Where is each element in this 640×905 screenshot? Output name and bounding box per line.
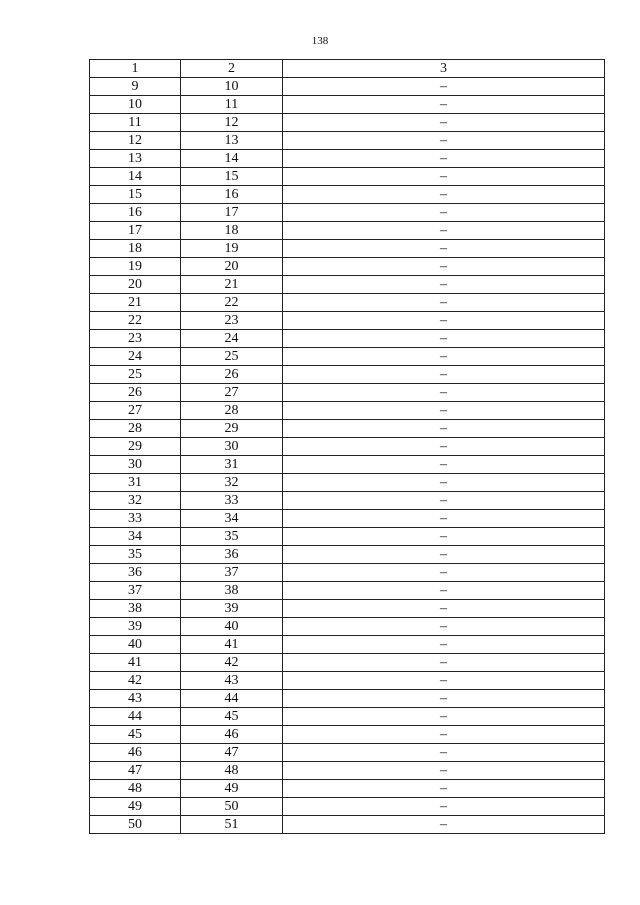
table-cell-col-2: 33 xyxy=(181,492,283,510)
table-cell-col-3: – xyxy=(283,384,605,402)
table-cell-col-3: – xyxy=(283,636,605,654)
table-row xyxy=(90,294,605,312)
table-cell-col-2: 46 xyxy=(181,726,283,744)
table-cell-col-3: – xyxy=(283,654,605,672)
table-row xyxy=(90,690,605,708)
table-cell-col-1: 18 xyxy=(90,240,181,258)
table-cell-col-2: 14 xyxy=(181,150,283,168)
table-cell-col-2: 12 xyxy=(181,114,283,132)
table-row xyxy=(90,438,605,456)
table-cell-col-3: – xyxy=(283,150,605,168)
table-cell-col-2: 45 xyxy=(181,708,283,726)
table-cell-col-3: – xyxy=(283,312,605,330)
table-cell-col-3: – xyxy=(283,96,605,114)
table-cell-col-2: 18 xyxy=(181,222,283,240)
table-row xyxy=(90,132,605,150)
table-row xyxy=(90,366,605,384)
table-cell-col-1: 26 xyxy=(90,384,181,402)
table-cell-col-2: 13 xyxy=(181,132,283,150)
table-cell-col-3: – xyxy=(283,546,605,564)
table-cell-col-3: – xyxy=(283,132,605,150)
table-cell-col-3: – xyxy=(283,294,605,312)
table-row xyxy=(90,186,605,204)
table-cell-col-1: 17 xyxy=(90,222,181,240)
table-cell-col-2: 44 xyxy=(181,690,283,708)
table-cell-col-3: – xyxy=(283,618,605,636)
table-cell-col-1: 28 xyxy=(90,420,181,438)
table-cell-col-1: 36 xyxy=(90,564,181,582)
table-cell-col-1: 27 xyxy=(90,402,181,420)
table-cell-col-2: 15 xyxy=(181,168,283,186)
table-cell-col-3: – xyxy=(283,330,605,348)
table-cell-col-2: 21 xyxy=(181,276,283,294)
table-row xyxy=(90,330,605,348)
table-row xyxy=(90,582,605,600)
table-row xyxy=(90,492,605,510)
table-cell-col-2: 22 xyxy=(181,294,283,312)
table-row xyxy=(90,654,605,672)
table-row xyxy=(90,420,605,438)
table-cell-col-3: – xyxy=(283,474,605,492)
table-cell-col-3: – xyxy=(283,366,605,384)
table-cell-col-1: 24 xyxy=(90,348,181,366)
table-cell-col-2: 28 xyxy=(181,402,283,420)
table-cell-col-2: 11 xyxy=(181,96,283,114)
table-cell-col-1: 20 xyxy=(90,276,181,294)
table-cell-col-1: 23 xyxy=(90,330,181,348)
table-cell-col-1: 37 xyxy=(90,582,181,600)
table-cell-col-1: 39 xyxy=(90,618,181,636)
table-row xyxy=(90,600,605,618)
table-cell-col-2: 50 xyxy=(181,798,283,816)
table-cell-col-1: 32 xyxy=(90,492,181,510)
table-cell-col-2: 38 xyxy=(181,582,283,600)
table-row xyxy=(90,708,605,726)
table-cell-col-3: – xyxy=(283,690,605,708)
table-cell-col-3: – xyxy=(283,186,605,204)
table-cell-col-2: 19 xyxy=(181,240,283,258)
table-cell-col-1: 9 xyxy=(90,78,181,96)
table-cell-col-2: 24 xyxy=(181,330,283,348)
table-cell-col-2: 16 xyxy=(181,186,283,204)
table-body xyxy=(90,78,605,834)
table-cell-col-3: – xyxy=(283,438,605,456)
table-cell-col-3: – xyxy=(283,798,605,816)
table-cell-col-3: – xyxy=(283,492,605,510)
table-row xyxy=(90,258,605,276)
table-cell-col-3: – xyxy=(283,744,605,762)
table-cell-col-1: 14 xyxy=(90,168,181,186)
table-cell-col-1: 16 xyxy=(90,204,181,222)
table-row xyxy=(90,762,605,780)
table-cell-col-3: – xyxy=(283,240,605,258)
table-cell-col-3: – xyxy=(283,78,605,96)
table-cell-col-2: 30 xyxy=(181,438,283,456)
table-cell-col-2: 34 xyxy=(181,510,283,528)
table-cell-col-2: 27 xyxy=(181,384,283,402)
table-row xyxy=(90,618,605,636)
table-cell-col-3: – xyxy=(283,222,605,240)
table-cell-col-3: – xyxy=(283,456,605,474)
table-cell-col-3: – xyxy=(283,816,605,834)
data-table xyxy=(89,59,605,834)
column-header-2: 2 xyxy=(181,60,283,78)
table-row xyxy=(90,636,605,654)
table-cell-col-2: 39 xyxy=(181,600,283,618)
page-number: 138 xyxy=(311,35,329,47)
table-cell-col-1: 49 xyxy=(90,798,181,816)
table-row xyxy=(90,204,605,222)
table-cell-col-2: 43 xyxy=(181,672,283,690)
table-cell-col-2: 40 xyxy=(181,618,283,636)
table-cell-col-1: 34 xyxy=(90,528,181,546)
table-cell-col-1: 35 xyxy=(90,546,181,564)
table-cell-col-3: – xyxy=(283,762,605,780)
table-cell-col-1: 15 xyxy=(90,186,181,204)
table-cell-col-1: 45 xyxy=(90,726,181,744)
table-row xyxy=(90,528,605,546)
table-cell-col-1: 25 xyxy=(90,366,181,384)
table-cell-col-3: – xyxy=(283,510,605,528)
table-cell-col-3: – xyxy=(283,348,605,366)
table-cell-col-1: 48 xyxy=(90,780,181,798)
table-row xyxy=(90,240,605,258)
table-row xyxy=(90,312,605,330)
table-cell-col-2: 48 xyxy=(181,762,283,780)
table-row xyxy=(90,348,605,366)
table-cell-col-2: 35 xyxy=(181,528,283,546)
table-cell-col-2: 37 xyxy=(181,564,283,582)
table-cell-col-3: – xyxy=(283,258,605,276)
table-cell-col-1: 11 xyxy=(90,114,181,132)
table-row xyxy=(90,456,605,474)
table-cell-col-1: 19 xyxy=(90,258,181,276)
table-row xyxy=(90,384,605,402)
table-row xyxy=(90,222,605,240)
table-cell-col-1: 10 xyxy=(90,96,181,114)
table-cell-col-3: – xyxy=(283,780,605,798)
table-cell-col-2: 47 xyxy=(181,744,283,762)
table-row xyxy=(90,672,605,690)
table-cell-col-3: – xyxy=(283,564,605,582)
table-cell-col-2: 36 xyxy=(181,546,283,564)
table-cell-col-3: – xyxy=(283,672,605,690)
table-row xyxy=(90,114,605,132)
table-cell-col-3: – xyxy=(283,114,605,132)
column-header-3: 3 xyxy=(283,60,605,78)
table-cell-col-3: – xyxy=(283,276,605,294)
table-cell-col-3: – xyxy=(283,528,605,546)
table-cell-col-1: 22 xyxy=(90,312,181,330)
table-row xyxy=(90,168,605,186)
table-row xyxy=(90,744,605,762)
table-cell-col-1: 40 xyxy=(90,636,181,654)
table-cell-col-2: 29 xyxy=(181,420,283,438)
table-cell-col-2: 32 xyxy=(181,474,283,492)
table-row xyxy=(90,78,605,96)
table-cell-col-1: 41 xyxy=(90,654,181,672)
header-row xyxy=(90,60,605,78)
table-cell-col-1: 13 xyxy=(90,150,181,168)
table-cell-col-1: 33 xyxy=(90,510,181,528)
table-row xyxy=(90,96,605,114)
table-row xyxy=(90,402,605,420)
table-cell-col-1: 31 xyxy=(90,474,181,492)
table-row xyxy=(90,276,605,294)
table-cell-col-2: 17 xyxy=(181,204,283,222)
table-cell-col-2: 20 xyxy=(181,258,283,276)
table-cell-col-1: 42 xyxy=(90,672,181,690)
table-row xyxy=(90,816,605,834)
table-cell-col-3: – xyxy=(283,600,605,618)
table-cell-col-3: – xyxy=(283,402,605,420)
table-cell-col-2: 10 xyxy=(181,78,283,96)
column-header-1: 1 xyxy=(90,60,181,78)
table-cell-col-1: 30 xyxy=(90,456,181,474)
table-cell-col-3: – xyxy=(283,420,605,438)
table-row xyxy=(90,726,605,744)
table-cell-col-1: 50 xyxy=(90,816,181,834)
table-cell-col-1: 46 xyxy=(90,744,181,762)
table-row xyxy=(90,546,605,564)
table-cell-col-3: – xyxy=(283,204,605,222)
table-cell-col-3: – xyxy=(283,168,605,186)
table-row xyxy=(90,150,605,168)
table-cell-col-1: 38 xyxy=(90,600,181,618)
table-cell-col-1: 43 xyxy=(90,690,181,708)
table-cell-col-2: 42 xyxy=(181,654,283,672)
table-cell-col-2: 25 xyxy=(181,348,283,366)
table-cell-col-1: 29 xyxy=(90,438,181,456)
table-row xyxy=(90,474,605,492)
table-cell-col-2: 26 xyxy=(181,366,283,384)
table-row xyxy=(90,780,605,798)
table-cell-col-2: 51 xyxy=(181,816,283,834)
table-cell-col-3: – xyxy=(283,726,605,744)
table-cell-col-1: 12 xyxy=(90,132,181,150)
table-cell-col-3: – xyxy=(283,582,605,600)
table-row xyxy=(90,510,605,528)
table-cell-col-1: 47 xyxy=(90,762,181,780)
table-cell-col-2: 49 xyxy=(181,780,283,798)
table-cell-col-2: 31 xyxy=(181,456,283,474)
table-row xyxy=(90,798,605,816)
table-header xyxy=(90,60,605,78)
table-cell-col-2: 23 xyxy=(181,312,283,330)
table-cell-col-3: – xyxy=(283,708,605,726)
table-cell-col-1: 21 xyxy=(90,294,181,312)
table-row xyxy=(90,564,605,582)
table-cell-col-1: 44 xyxy=(90,708,181,726)
table-cell-col-2: 41 xyxy=(181,636,283,654)
